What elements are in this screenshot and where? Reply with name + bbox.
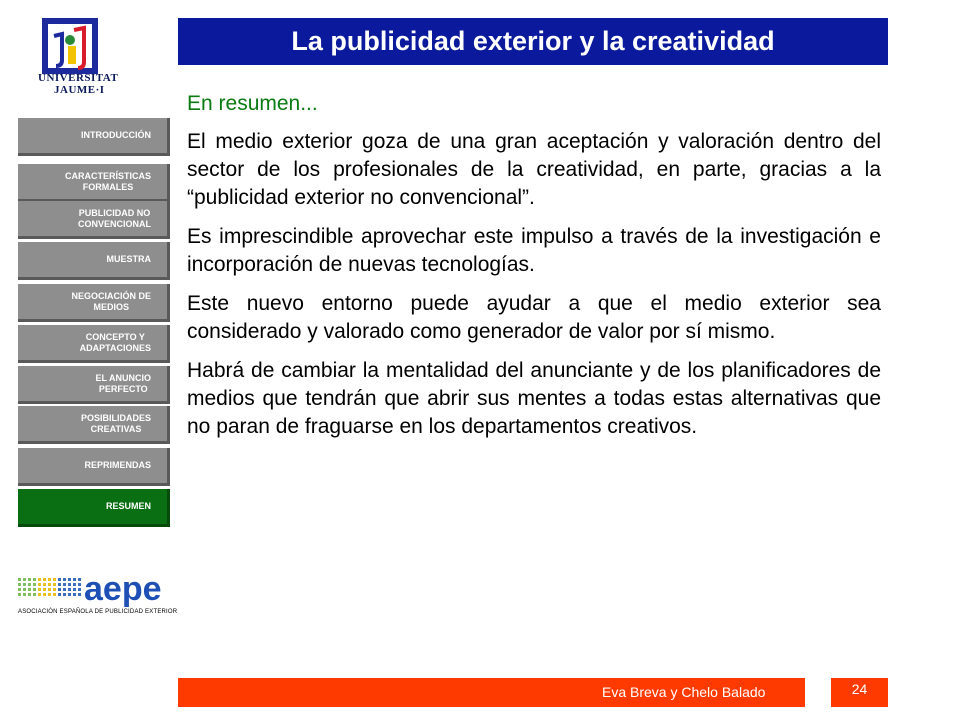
sidebar-item-publicidad-no-convencional[interactable] (18, 201, 170, 239)
sidebar-item-label: POSIBILIDADES CREATIVAS (80, 412, 151, 434)
university-name-line1: UNIVERSITAT (38, 72, 119, 84)
section-subtitle: En resumen... (187, 92, 318, 115)
sidebar-item-muestra[interactable] (18, 242, 170, 280)
sidebar-item-label: REPRIMENDAS (84, 460, 151, 470)
footer-author: Eva Breva y Chelo Balado (602, 684, 766, 700)
university-name-line2: JAUME·I (54, 84, 105, 96)
sidebar-item-concepto-y-adaptaciones[interactable] (18, 325, 170, 363)
sidebar-item-posibilidades-creativas[interactable] (18, 406, 170, 444)
aepe-wordmark: aepe (84, 574, 162, 608)
paragraph: Es imprescindible aprovechar este impulso a través de la investigación e incorporación de nuevas tecnologías. (187, 225, 881, 276)
aepe-logo (18, 574, 178, 624)
sidebar-item-label: CARACTERÍSTICAS FORMALES (64, 170, 151, 192)
sidebar-item-label: RESUMEN (105, 501, 151, 511)
sidebar-item-label: EL ANUNCIO PERFECTO (95, 372, 151, 394)
paragraph: Habrá de cambiar la mentalidad del anunciante y de los planificadores de medios que tendrán que abrir sus mentes a todas estas alternativas que no paran de fraguarse en los departamentos creativos. (187, 359, 881, 438)
page-title: La publicidad exterior y la creatividad (178, 18, 888, 65)
sidebar-item-introduccion[interactable] (18, 118, 170, 156)
sidebar-item-resumen[interactable] (18, 489, 170, 527)
sidebar-item-negociacion-de-medios[interactable] (18, 284, 170, 322)
sidebar-item-label: INTRODUCCIÓN (81, 130, 151, 140)
sidebar-item-label: MUESTRA (106, 254, 151, 264)
aepe-caption: ASOCIACIÓN ESPAÑOLA DE PUBLICIDAD EXTERIOR (18, 609, 178, 615)
paragraph: El medio exterior goza de una gran aceptación y valoración dentro del sector de los profesionales de la creatividad, en parte, gracias a la “publicidad exterior no convencional”. (187, 130, 881, 209)
sidebar-item-el-anuncio-perfecto[interactable] (18, 366, 170, 404)
paragraph: Este nuevo entorno puede ayudar a que el medio exterior sea considerado y valorado como generador de valor por sí mismo. (187, 292, 881, 343)
sidebar-item-label: CONCEPTO Y ADAPTACIONES (79, 331, 151, 353)
sidebar-item-caracteristicas-formales[interactable] (18, 164, 170, 202)
main-content (187, 92, 881, 452)
sidebar-item-reprimendas[interactable] (18, 448, 170, 486)
page-number: 24 (831, 678, 888, 707)
sidebar-item-label: NEGOCIACIÓN DE MEDIOS (71, 290, 151, 312)
sidebar-item-label: PUBLICIDAD NO CONVENCIONAL (77, 207, 151, 229)
